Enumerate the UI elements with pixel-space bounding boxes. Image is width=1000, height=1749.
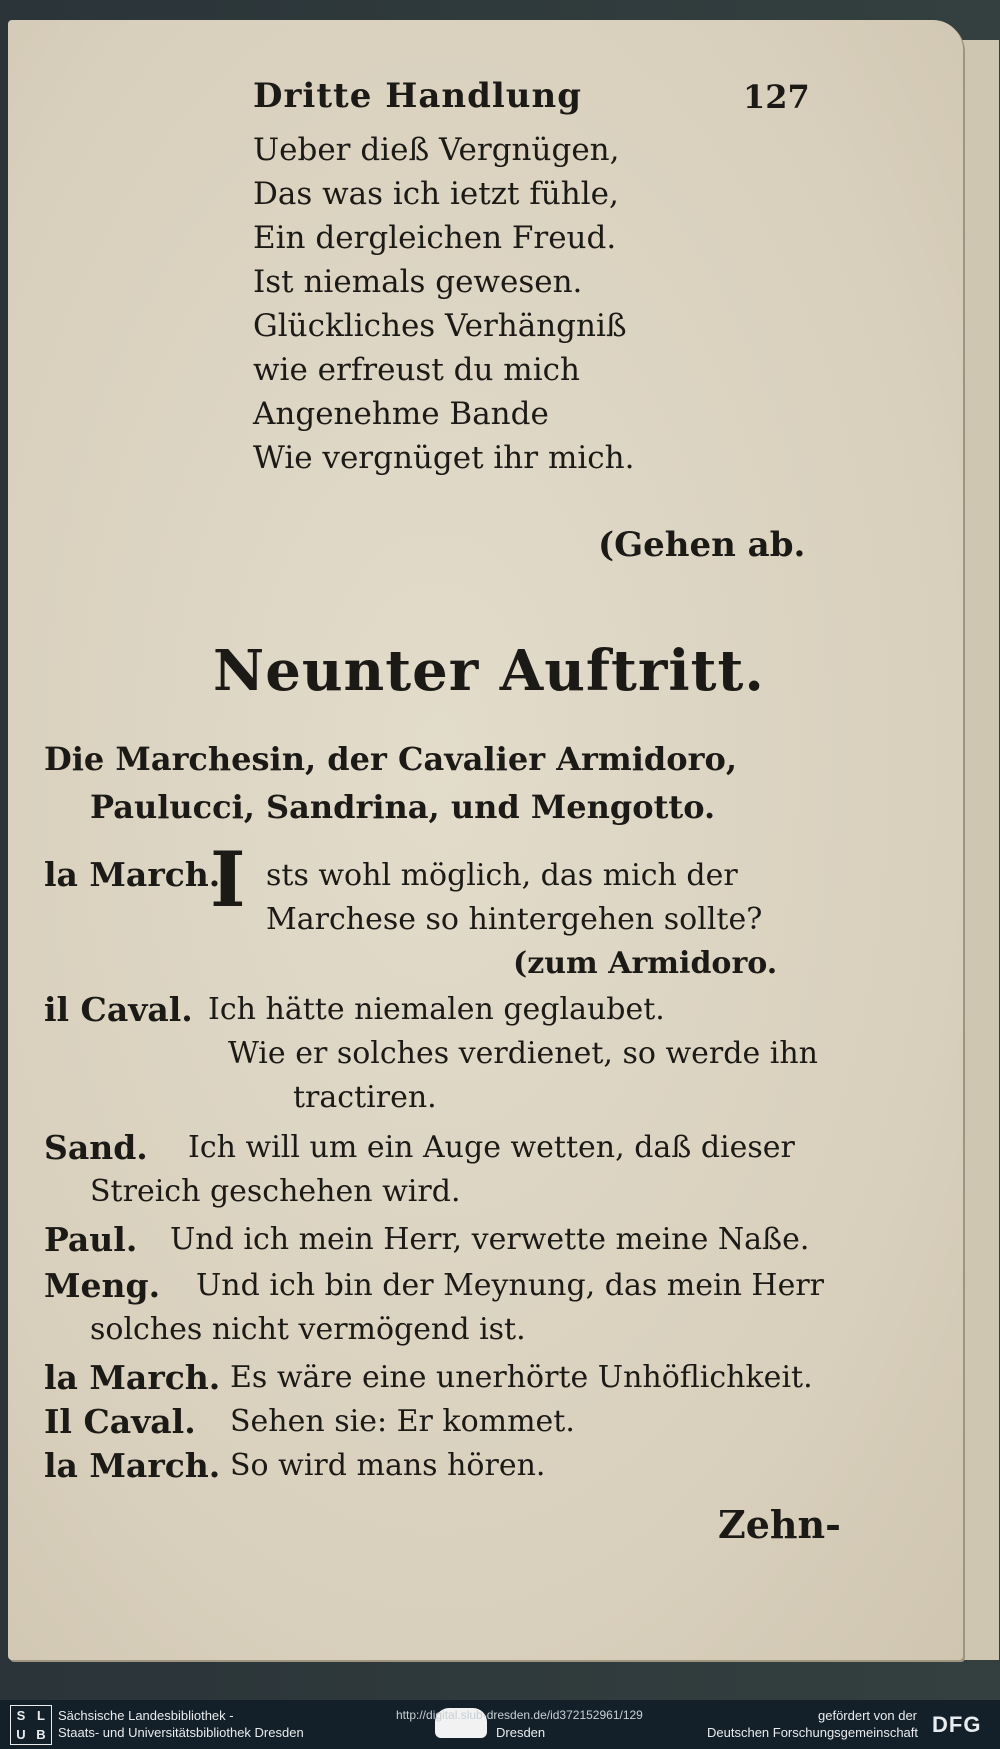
cast-list-line: Paulucci, Sandrina, und Mengotto. [90,788,716,826]
speaker-name: la March. [44,1358,221,1397]
verse-line: Angenehme Bande [253,396,549,432]
slub-logo: S L U B [10,1705,52,1745]
speech-text: Und ich bin der Meynung, das mein Herr [196,1268,825,1303]
library-name-line2: Staats- und Universitätsbibliothek Dresden [58,1725,304,1740]
running-head: Dritte Handlung [253,76,582,116]
scene-heading: Neunter Auftritt. [213,638,765,704]
permalink-url[interactable]: http://digital.slub-dresden.de/id372152961/129 [396,1708,643,1722]
verse-line: Ueber dieß Vergnügen, [253,132,620,168]
speech-text: So wird mans hören. [230,1448,546,1483]
speech-text: Sehen sie: Er kommet. [230,1404,575,1439]
stage-direction-exit: (Gehen ab. [598,525,806,565]
speaker-name: Il Caval. [44,1402,196,1441]
verse-line: wie erfreust du mich [253,352,580,388]
funding-line2: Deutschen Forschungsgemeinschaft [707,1725,919,1740]
library-name-line1: Sächsische Landesbibliothek - [58,1708,234,1723]
stage-direction: (zum Armidoro. [513,946,778,981]
book-page [8,20,963,1660]
speech-text: solches nicht vermögend ist. [90,1312,526,1347]
speech-text: Es wäre eine unerhörte Unhöflichkeit. [230,1360,813,1395]
footer-bar [0,1700,1000,1749]
verse-line: Glückliches Verhängniß [253,308,627,344]
speaker-name: Meng. [44,1266,161,1305]
speaker-name: la March. [44,855,221,894]
verse-line: Das was ich ietzt fühle, [253,176,619,212]
funding-line1: gefördert von der [818,1708,918,1723]
speech-text: Ich hätte niemalen geglaubet. [208,992,665,1027]
drop-cap: I [210,835,246,924]
speech-text: sts wohl möglich, das mich der [266,858,738,893]
speech-text: Wie er solches verdienet, so werde ihn [228,1036,818,1071]
speech-text: Ich will um ein Auge wetten, daß dieser [188,1130,795,1165]
catchword: Zehn- [718,1502,841,1547]
dfg-logo: DFG [932,1712,982,1737]
verse-line: Wie vergnüget ihr mich. [253,440,635,476]
speaker-name: il Caval. [44,990,193,1029]
speaker-name: Sand. [44,1128,148,1167]
city-name: Dresden [496,1725,546,1740]
speech-text: Und ich mein Herr, verwette meine Naße. [170,1222,810,1257]
speaker-name: Paul. [44,1220,138,1259]
speaker-name: la March. [44,1446,221,1485]
verse-line: Ist niemals gewesen. [253,264,583,300]
speech-text: tractiren. [293,1080,437,1115]
cast-list-line: Die Marchesin, der Cavalier Armidoro, [44,740,737,778]
page-number: 127 [743,78,810,116]
verse-line: Ein dergleichen Freud. [253,220,617,256]
speech-text: Marchese so hintergehen sollte? [266,902,763,937]
speech-text: Streich geschehen wird. [90,1174,461,1209]
